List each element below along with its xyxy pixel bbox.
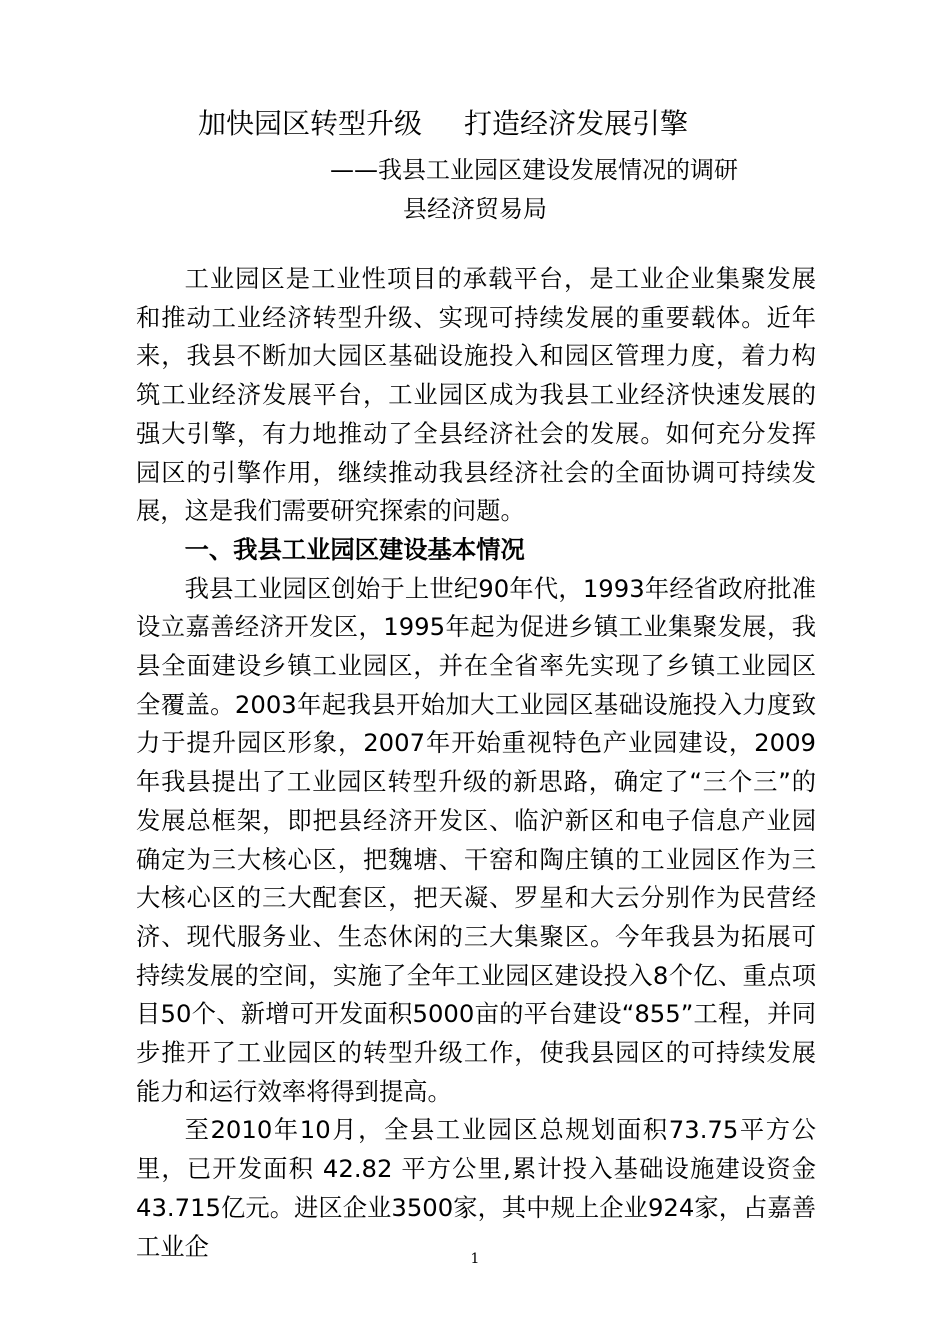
- document-body: [136, 260, 816, 1266]
- intro-paragraph: 工业园区是工业性项目的承载平台，是工业企业集聚发展和推动工业经济转型升级、实现可持续发展的重要载体。近年来，我县不断加大园区基础设施投入和园区管理力度，着力构筑工业经济发展平台，工业园区成为我县工业经济快速发展的强大引擎，有力地推动了全县经济社会的发展。如何充分发挥园区的引擎作用，继续推动我县经济社会的全面协调可持续发展，这是我们需要研究探索的问题。: [136, 264, 816, 526]
- title-part-1: 加快园区转型升级: [198, 107, 423, 140]
- section-1-heading: 一、我县工业园区建设基本情况: [184, 534, 525, 564]
- page-number: 1: [470, 1251, 480, 1267]
- title-part-2: 打造经济发展引擎: [464, 107, 689, 140]
- section-1-paragraph-2: 至2010年10月，全县工业园区总规划面积73.75平方公里，已开发面积 42.82 平方公里,累计投入基础设施建设资金 43.715亿元。进区企业3500家，其中规上企业924家，占嘉善工业企: [136, 1115, 816, 1261]
- document-title: [198, 104, 818, 144]
- section-1-paragraph-1: 我县工业园区创始于上世纪90年代，1993年经省政府批准设立嘉善经济开发区，1995年起为促进乡镇工业集聚发展，我县全面建设乡镇工业园区，并在全省率先实现了乡镇工业园区全覆盖。2003年起我县开始加大工业园区基础设施投入力度致力于提升园区形象，2007年开始重视特色产业园建设，2009年我县提出了工业园区转型升级的新思路，确定了“三个三”的发展总框架，即把县经济开发区、临沪新区和电子信息产业园确定为三大核心区，把魏塘、干窑和陶庄镇的工业园区作为三大核心区的三大配套区，把天凝、罗星和大云分别作为民营经济、现代服务业、生态休闲的三大集聚区。今年我县为拓展可持续发展的空间，实施了全年工业园区建设投入8个亿、重点项目50个、新增可开发面积5000亩的平台建设“855”工程，并同步推开了工业园区的转型升级工作，使我县园区的可持续发展能力和运行效率将得到提高。: [136, 573, 816, 1106]
- document-subtitle: ——我县工业园区建设发展情况的调研: [330, 156, 738, 184]
- document-author: 县经济贸易局: [403, 195, 547, 223]
